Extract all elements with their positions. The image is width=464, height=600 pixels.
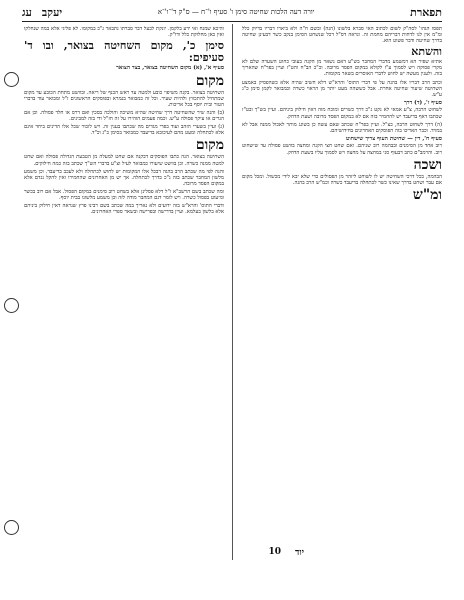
header-right-title: תפארת xyxy=(410,5,442,19)
paragraph: תפסו הגהו' לסה"ק לשום לכתוב האי סברא בלשונו (הנה) ובשם ח"ה ולא ביארו דבריו בדיוק כלל ומ"מ אין לנו לדחות דבריהם מחמת זה. ונראה דס"ל דכל שנשחט הסימן בנקב כשר דבעינן שחיטה בדרך שחיטה ודבר פשוט הוא. xyxy=(242,26,442,45)
subsection-label: סעיף ח', דין — שחיטת העוף צריך שישחוט xyxy=(345,135,442,142)
paragraph: רוב אחד מן הסימנים ובבהמה רוב שניהם. ואם שחט חצי הקנה ומחצה בוושט פסולה עד שישחוט רוב. והרמב"ם כתב דבעוף סגי במחצה על מחצה ויש לסמוך עליו בשעת הדחק. xyxy=(242,143,442,156)
header-rule xyxy=(22,21,442,22)
paragraph: (ה) דרך לשחוט הרבה, כצ"ל. ועיין בפר"ח שכתב שאם עשה כן בשוגג מותר לאכול ממנה אבל לא במזיד. וכבר האריכו בזה הפוסקים האחרונים בחידושיהם. xyxy=(242,121,442,134)
paragraph: (ג) ועיין בשערי הזהב ועוד בפרי מגדים מה שכתבו בענין זה. ויש לזכור שכל אלו הדינים ביחד אינם אלא לכתחלה ומעט מהם לעיכובא בדיעבד כמבואר בסימן כ"ג וכ"ד. xyxy=(24,124,224,137)
section-heading: מקום xyxy=(195,137,224,154)
subsection-label: סעיף א', (א) מקום השחיטה בצואר, בצד הצואר xyxy=(116,65,224,72)
binder-hole-middle xyxy=(4,298,19,313)
page-header xyxy=(22,4,442,20)
section-heading: מקום xyxy=(195,72,224,89)
header-left-group xyxy=(22,6,62,19)
section-heading: ושכה xyxy=(413,156,442,173)
header-page-number: עג xyxy=(22,5,32,19)
binder-hole-top xyxy=(4,72,19,87)
paragraph: והנה לפי מה שכתב הרב בהגה דבכל אלו המקומות יש לחוש לכתחלה ולא לעכב בדיעבד. וכן משמע מלשון המחבר שכתב בזה ג"כ בדרך לכתחלה. אך יש מן האחרונים שהחמירו ואין להקל נגדם אלא במקום הפסד מרובה. xyxy=(24,168,224,187)
paragraph: לשחוט הרבה, צ"ע אמאי לא נקט ג"כ דרך כשרים ומוכח מזה דאין חילוק ביניהם. ועיין בש"ך ובט"ז שכתבו דאף בדיעבד יש להחמיר בזה אם לא במקום הפסד מרובה ושעת הדחק. xyxy=(242,107,442,120)
footer-page-number: 10 xyxy=(268,547,281,557)
paragraph: ומה שכתב בשם הרשב"א ז"ל דלא פסלינן אלא בשחט רוב סימנים במקום הפסול. אבל אם רוב בכשר ומיעוט בפסול כשרה. ויש לומר דגם המחבר מודה לזה וכן משמע מלשונו בבית יוסף. xyxy=(24,188,224,201)
subsection-label: סעיף ז', (ד) דרך xyxy=(404,99,442,106)
section-heading: והשתא xyxy=(411,45,442,59)
paragraph: השחיטה בצואר. בקנה משיפוי כובע ולמטה עד ראש הכנף של ריאה. ובוושט מתחת הכובע עד מקום שמתחיל להתכווץ ולהיות שעיר. וכל זה כמבואר בגמרא ובפוסקים הראשונים ז"ל ומבואר עוד בדברי הטור ובית יוסף בכל אריכות. xyxy=(24,89,224,108)
binder-hole-bottom xyxy=(4,520,19,535)
header-running-title: יורה דעה הלכות שחיטה סימן ו' סעיף ו'־ח — ס"ק ד'־ו'־א xyxy=(157,8,315,16)
paragraph: אתיא שפיר הא דמשמע מדברי המחבר בש"ע דאם נשאר מן הקנה בעובי כחוט השערה שלם לא מקרי פסוקה ויש לסמוך ע"ז לקולא במקום הפסד מרובה. וכ"כ הב"ח והט"ז ועיין בפר"ח שהאריך בזה. ולענין מעשה יש לחוש לדברי האוסרים בשאר מקומות. xyxy=(242,59,442,78)
paragraph: והיכא שמנח ואי ידע בלקמן. יונקת לבעל דבר סברתו נתבאר ג"כ במקומו. לא פליגי אלא במה שנחלקו ואין כאן מחלוקת כלל ודו"ק. xyxy=(24,26,224,39)
right-text-column xyxy=(242,26,442,536)
paragraph: השחיטה בצואר. הנה כתבו הפוסקים דבקנה אם שחט למעלה מן הטבעת הגדולה פסולה ואם שחט למטה ממנה כשרה. וכן בוושט שיעורו כמבואר לעיל וצ"ע בדברי הש"ך שכתב בזה כמה חילוקים. xyxy=(24,154,224,167)
section-heading: סימן כ', מקום השחיטה בצואר, ובו ד' סעיפים: xyxy=(24,39,224,65)
paragraph: הבהמה, בכל דרכי השחיטה יש לו לשוחט ליזהר מן הפסולים כדי שלא יבא לידי מכשול. ומכל מקום אם עבר ושחט בדרך שאינו כשר לכתחלה בדיעבד כשרה וכמ"ש הרב בהגה. xyxy=(242,173,442,186)
paragraph: ודברי התוס' והרא"ש בזה ידועים ולא נאריך במה שכתב בשם רבינו פרץ שנראה דאין חילוק ביניהם אלא בלשון בעלמא. ועיין בדרישה ובפרישה ובשאר ספרי האחרונים. xyxy=(24,203,224,216)
column-separator xyxy=(232,24,233,560)
header-left-title: יעקב xyxy=(41,5,63,19)
paragraph: (ב) והנה שיר שהשחיטה דרך שחיטה שהיא משיכה והולכה בסכין ואם דרס או חלד פסולה. וכן אם הגרים או עיקר פסולה ע"ש. וכמה פעמים הזהירו על זה חז"ל ודי בזה למבינים. xyxy=(24,110,224,123)
section-heading: ומ"ש xyxy=(412,186,442,203)
paragraph: וכתב הרב דבריו אלו בהגה על פי דברי התוס' והרא"ש דלא חשיב שהיה אלא כשהפסיק באמצע השחיטה שיעור שחיטה אחרת. אבל כששהה מעט יותר מן הראוי כשרה וכמבואר לקמן סימן כ"ג ע"ש. xyxy=(242,79,442,98)
footer-letters: יוד xyxy=(295,548,304,558)
page-footer xyxy=(268,547,304,558)
left-text-column xyxy=(24,26,224,544)
